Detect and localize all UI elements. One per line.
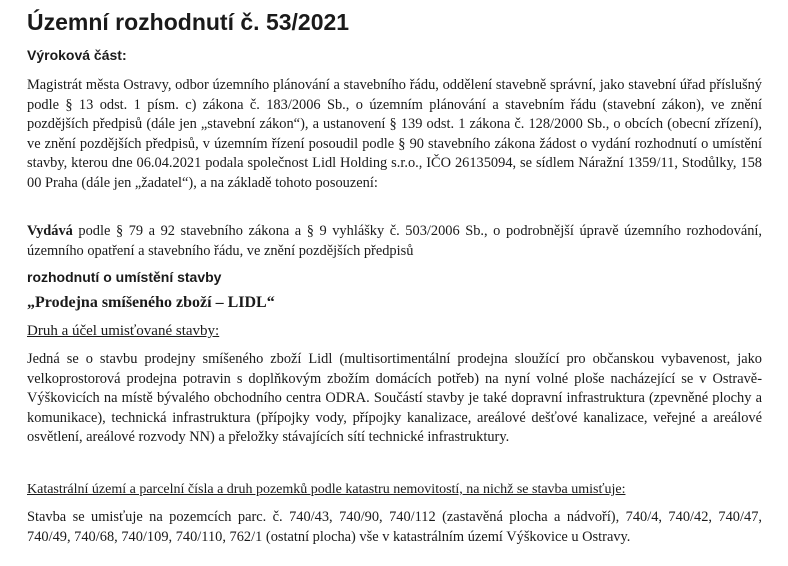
issue-paragraph-text: podle § 79 a 92 stavebního zákona a § 9 vyhlášky č. 503/2006 Sb., o podrobnější úpravě územního rozhodování, územního opatření a stavebního řádu, ve znění pozdějších předpisů (27, 223, 762, 259)
issue-word: Vydává (27, 223, 73, 239)
type-purpose-heading: Druh a účel umisťované stavby: (27, 323, 220, 339)
cadastre-paragraph: Stavba se umisťuje na pozemcích parc. č. 740/43, 740/90, 740/112 (zastavěná plocha a nádvoří), 740/4, 740/42, 740/47, 740/49, 740/68, 740/109, 740/110, 762/1 (ostatní plocha) vše v katastrálním území Výškovice u Ostravy. (27, 509, 762, 545)
type-purpose-paragraph: Jedná se o stavbu prodejny smíšeného zboží Lidl (multisortimentální prodejna sloužící pro občanskou vybavenost, jako velkoprostorová prodejna potravin s doplňkovým zbožím domácích potřeb) na nyní volné ploše nacházející se v Ostravě-Výškovicích na místě bývalého obchodního centra ODRA. Součástí stavby je také dopravní infrastruktura (zpevněné plochy a komunikace), technická infrastruktura (přípojky vody, přípojky kanalizace, areálové dešťové kanalizace, veřejné a areálové osvětlení, areálové rozvody NN) a přeložky stávajících sítí technické infrastruktury. (27, 351, 762, 445)
verdict-section-heading: Výroková část: (27, 47, 127, 63)
decision-heading: rozhodnutí o umístění stavby (27, 269, 222, 285)
document-title: Územní rozhodnutí č. 53/2021 (27, 9, 350, 35)
project-name: „Prodejna smíšeného zboží – LIDL“ (27, 294, 275, 311)
cadastre-heading: Katastrální území a parcelní čísla a druh pozemků podle katastru nemovitostí, na nichž se stavba umisťuje: (27, 482, 626, 497)
issue-paragraph (27, 222, 762, 261)
intro-paragraph: Magistrát města Ostravy, odbor územního plánování a stavebního řádu, oddělení stavebně správní, jako stavební úřad příslušný podle § 13 odst. 1 písm. c) zákona č. 183/2006 Sb., o územním plánování a stavebním řádu (stavební zákon), ve znění pozdějších předpisů (dále jen „stavební zákon“), a ustanovení § 139 odst. 1 zákona č. 128/2000 Sb., o obcích (obecní zřízení), ve znění pozdějších předpisů, v územním řízení posoudil podle § 90 stavebního zákona žádost o vydání rozhodnutí o umístění stavby, kterou dne 06.04.2021 podala společnost Lidl Holding s.r.o., IČO 26135094, se sídlem Náražní 1359/11, Stodůlky, 158 00 Praha (dále jen „žadatel“), a na základě tohoto posouzení: (27, 77, 762, 191)
